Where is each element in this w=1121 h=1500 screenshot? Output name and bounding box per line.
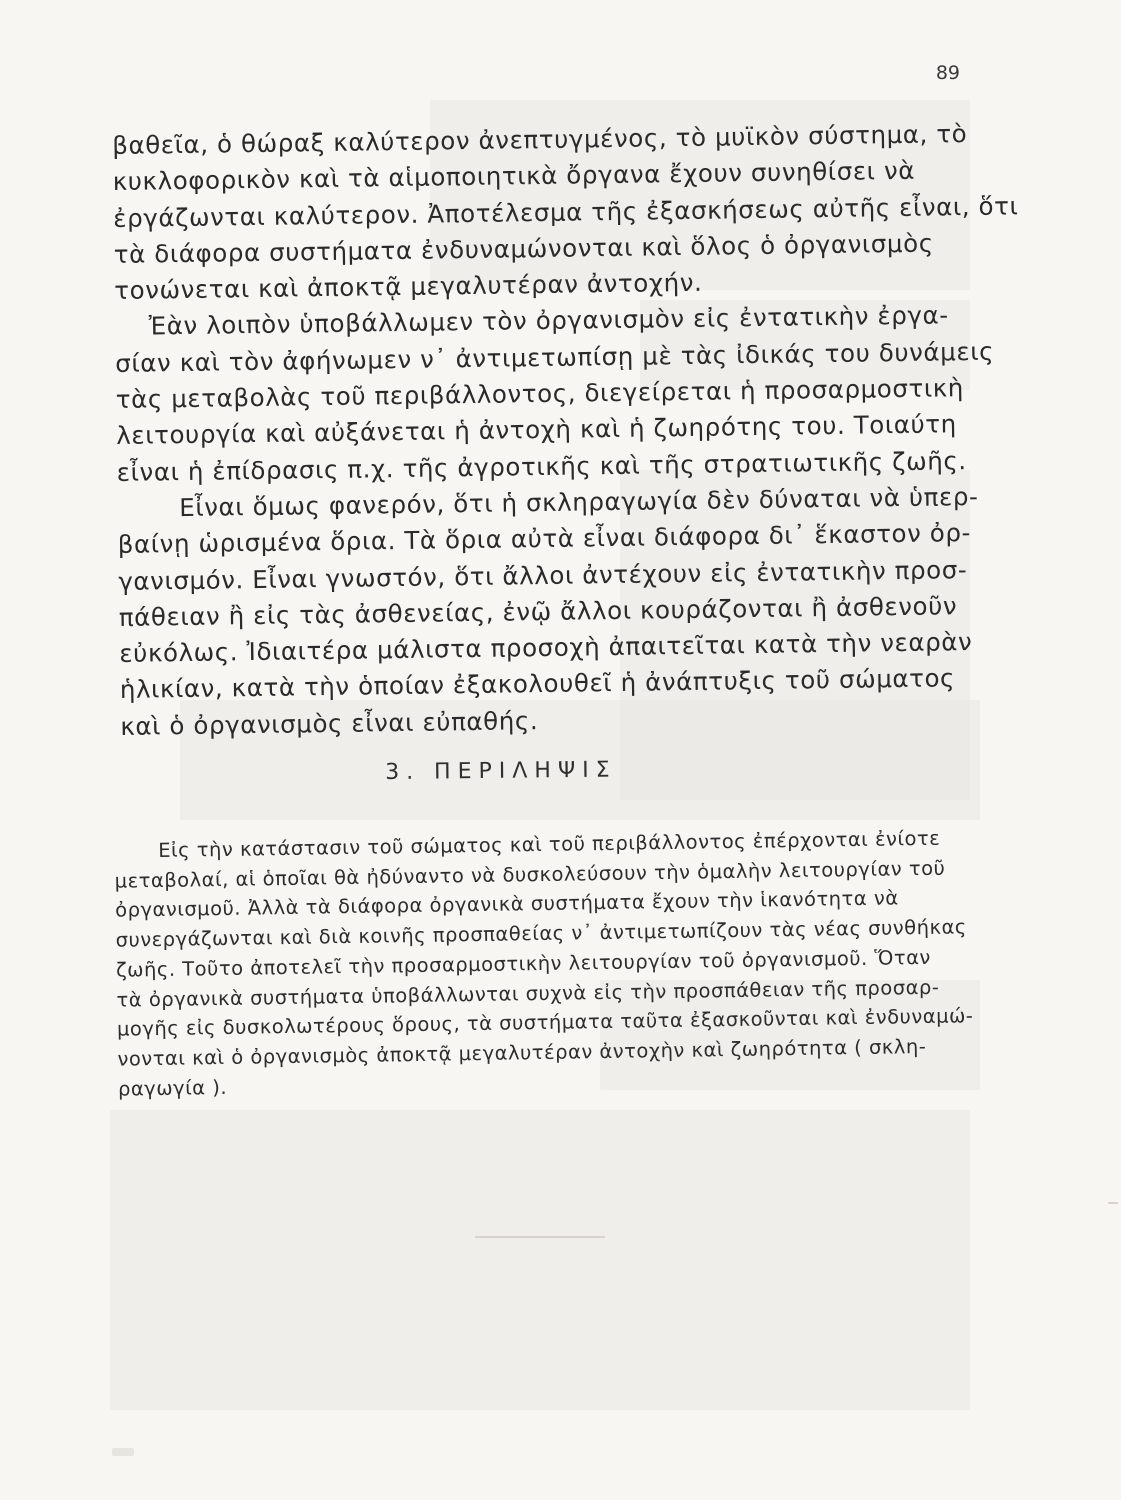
body-line: σίαν καὶ τὸν ἀφήνωμεν ν᾽ ἀντιμετωπίσῃ μὲ τὰς ἰδικάς του δυνάμεις xyxy=(115,336,995,378)
body-line: εἶναι ἡ ἐπίδρασις π.χ. τῆς ἀγροτικῆς καὶ τῆς στρατιωτικῆς ζωῆς. xyxy=(116,445,967,487)
summary-line: νονται καὶ ὁ ὀργανισμὸς ἀποκτᾷ μεγαλυτέραν ἀντοχὴν καὶ ζωηρότητα ( σκλη- xyxy=(117,1034,927,1071)
body-line: Ἐὰν λοιπὸν ὑποβάλλωμεν τὸν ὀργανισμὸν εἰς ἐντατικὴν ἐργα- xyxy=(148,300,949,341)
body-line: τὰ διάφορα συστήματα ἐνδυναμώνονται καὶ ὅλος ὁ ὀργανισμὸς xyxy=(113,228,934,269)
body-line: τονώνεται καὶ ἀποκτᾷ μεγαλυτέραν ἀντοχήν. xyxy=(114,267,703,306)
summary-line: ὀργανισμοῦ. Ἀλλὰ τὰ διάφορα ὀργανικὰ συστήματα ἔχουν τὴν ἱκανότητα νὰ xyxy=(114,886,899,923)
summary-line: μεταβολαί, αἱ ὁποῖαι θὰ ἠδύναντο νὰ δυσκολεύσουν τὴν ὁμαλὴν λειτουργίαν τοῦ xyxy=(114,856,946,893)
body-line: ἐργάζωνται καλύτερον. Ἀποτέλεσμα τῆς ἐξασκήσεως αὐτῆς εἶναι, ὅτι xyxy=(113,190,1019,233)
body-line: καὶ ὁ ὀργανισμὸς εἶναι εὐπαθής. xyxy=(120,705,539,741)
scan-mark xyxy=(1108,1202,1118,1204)
summary-line: τὰ ὀργανικὰ συστήματα ὑποβάλλωνται συχνὰ εἰς τὴν προσπάθειαν τῆς προσαρ- xyxy=(116,975,940,1012)
summary-line: ραγωγία ). xyxy=(117,1075,228,1101)
show-through-texture xyxy=(110,1110,970,1410)
body-line: γανισμόν. Εἶναι γνωστόν, ὅτι ἄλλοι ἀντέχουν εἰς ἐντατικὴν προσ- xyxy=(118,554,968,596)
scan-mark xyxy=(475,1236,605,1238)
summary-line: μογῆς εἰς δυσκολωτέρους ὅρους, τὰ συστήματα ταῦτα ἐξασκοῦνται καὶ ἐνδυναμώ- xyxy=(116,1004,974,1041)
summary-line: ζωῆς. Τοῦτο ἀποτελεῖ τὴν προσαρμοστικὴν λειτουργίαν τοῦ ὀργανισμοῦ. Ὅταν xyxy=(115,945,932,982)
summary-line: συνεργάζωνται καὶ διὰ κοινῆς προσπαθείας ν᾽ ἀντιμετωπίζουν τὰς νέας συνθήκας xyxy=(115,915,967,952)
body-line: βαθεῖα, ὁ θώραξ καλύτερον ἀνεπτυγμένος, τὸ μυϊκὸν σύστημα, τὸ xyxy=(112,119,968,160)
scan-mark xyxy=(112,1448,134,1456)
body-line: πάθειαν ἢ εἰς τὰς ἀσθενείας, ἐνῷ ἄλλοι κουράζονται ἢ ἀσθενοῦν xyxy=(118,591,958,632)
section-heading: 3. ΠΕΡΙΛΗΨΙΣ xyxy=(385,757,617,785)
body-line: Εἶναι ὅμως φανερόν, ὅτι ἡ σκληραγωγία δὲν δύναται νὰ ὑπερ- xyxy=(179,481,979,523)
page-number: 89 xyxy=(935,62,960,84)
body-line: βαίνῃ ὡρισμένα ὅρια. Τὰ ὅρια αὐτὰ εἶναι διάφορα δι᾽ ἕκαστον ὀρ- xyxy=(117,518,972,560)
body-line: τὰς μεταβολὰς τοῦ περιβάλλοντος, διεγείρεται ἡ προσαρμοστικὴ xyxy=(115,373,965,415)
body-paragraphs xyxy=(112,116,1019,745)
body-line: κυκλοφορικὸν καὶ τὰ αἱμοποιητικὰ ὄργανα ἔχουν συνηθίσει νὰ xyxy=(112,156,916,197)
body-line: ἡλικίαν, κατὰ τὴν ὁποίαν ἐξακολουθεῖ ἡ ἀνάπτυξις τοῦ σώματος xyxy=(119,663,956,705)
summary-paragraph xyxy=(114,823,977,1103)
body-line: εὐκόλως. Ἰδιαιτέρα μάλιστα προσοχὴ ἀπαιτεῖται κατὰ τὴν νεαρὰν xyxy=(119,627,973,669)
summary-line: Εἰς τὴν κατάστασιν τοῦ σώματος καὶ τοῦ περιβάλλοντος ἐπέρχονται ἐνίοτε xyxy=(158,826,941,862)
body-line: λειτουργία καὶ αὐξάνεται ἡ ἀντοχὴ καὶ ἡ ζωηρότης του. Τοιαύτη xyxy=(116,409,957,451)
